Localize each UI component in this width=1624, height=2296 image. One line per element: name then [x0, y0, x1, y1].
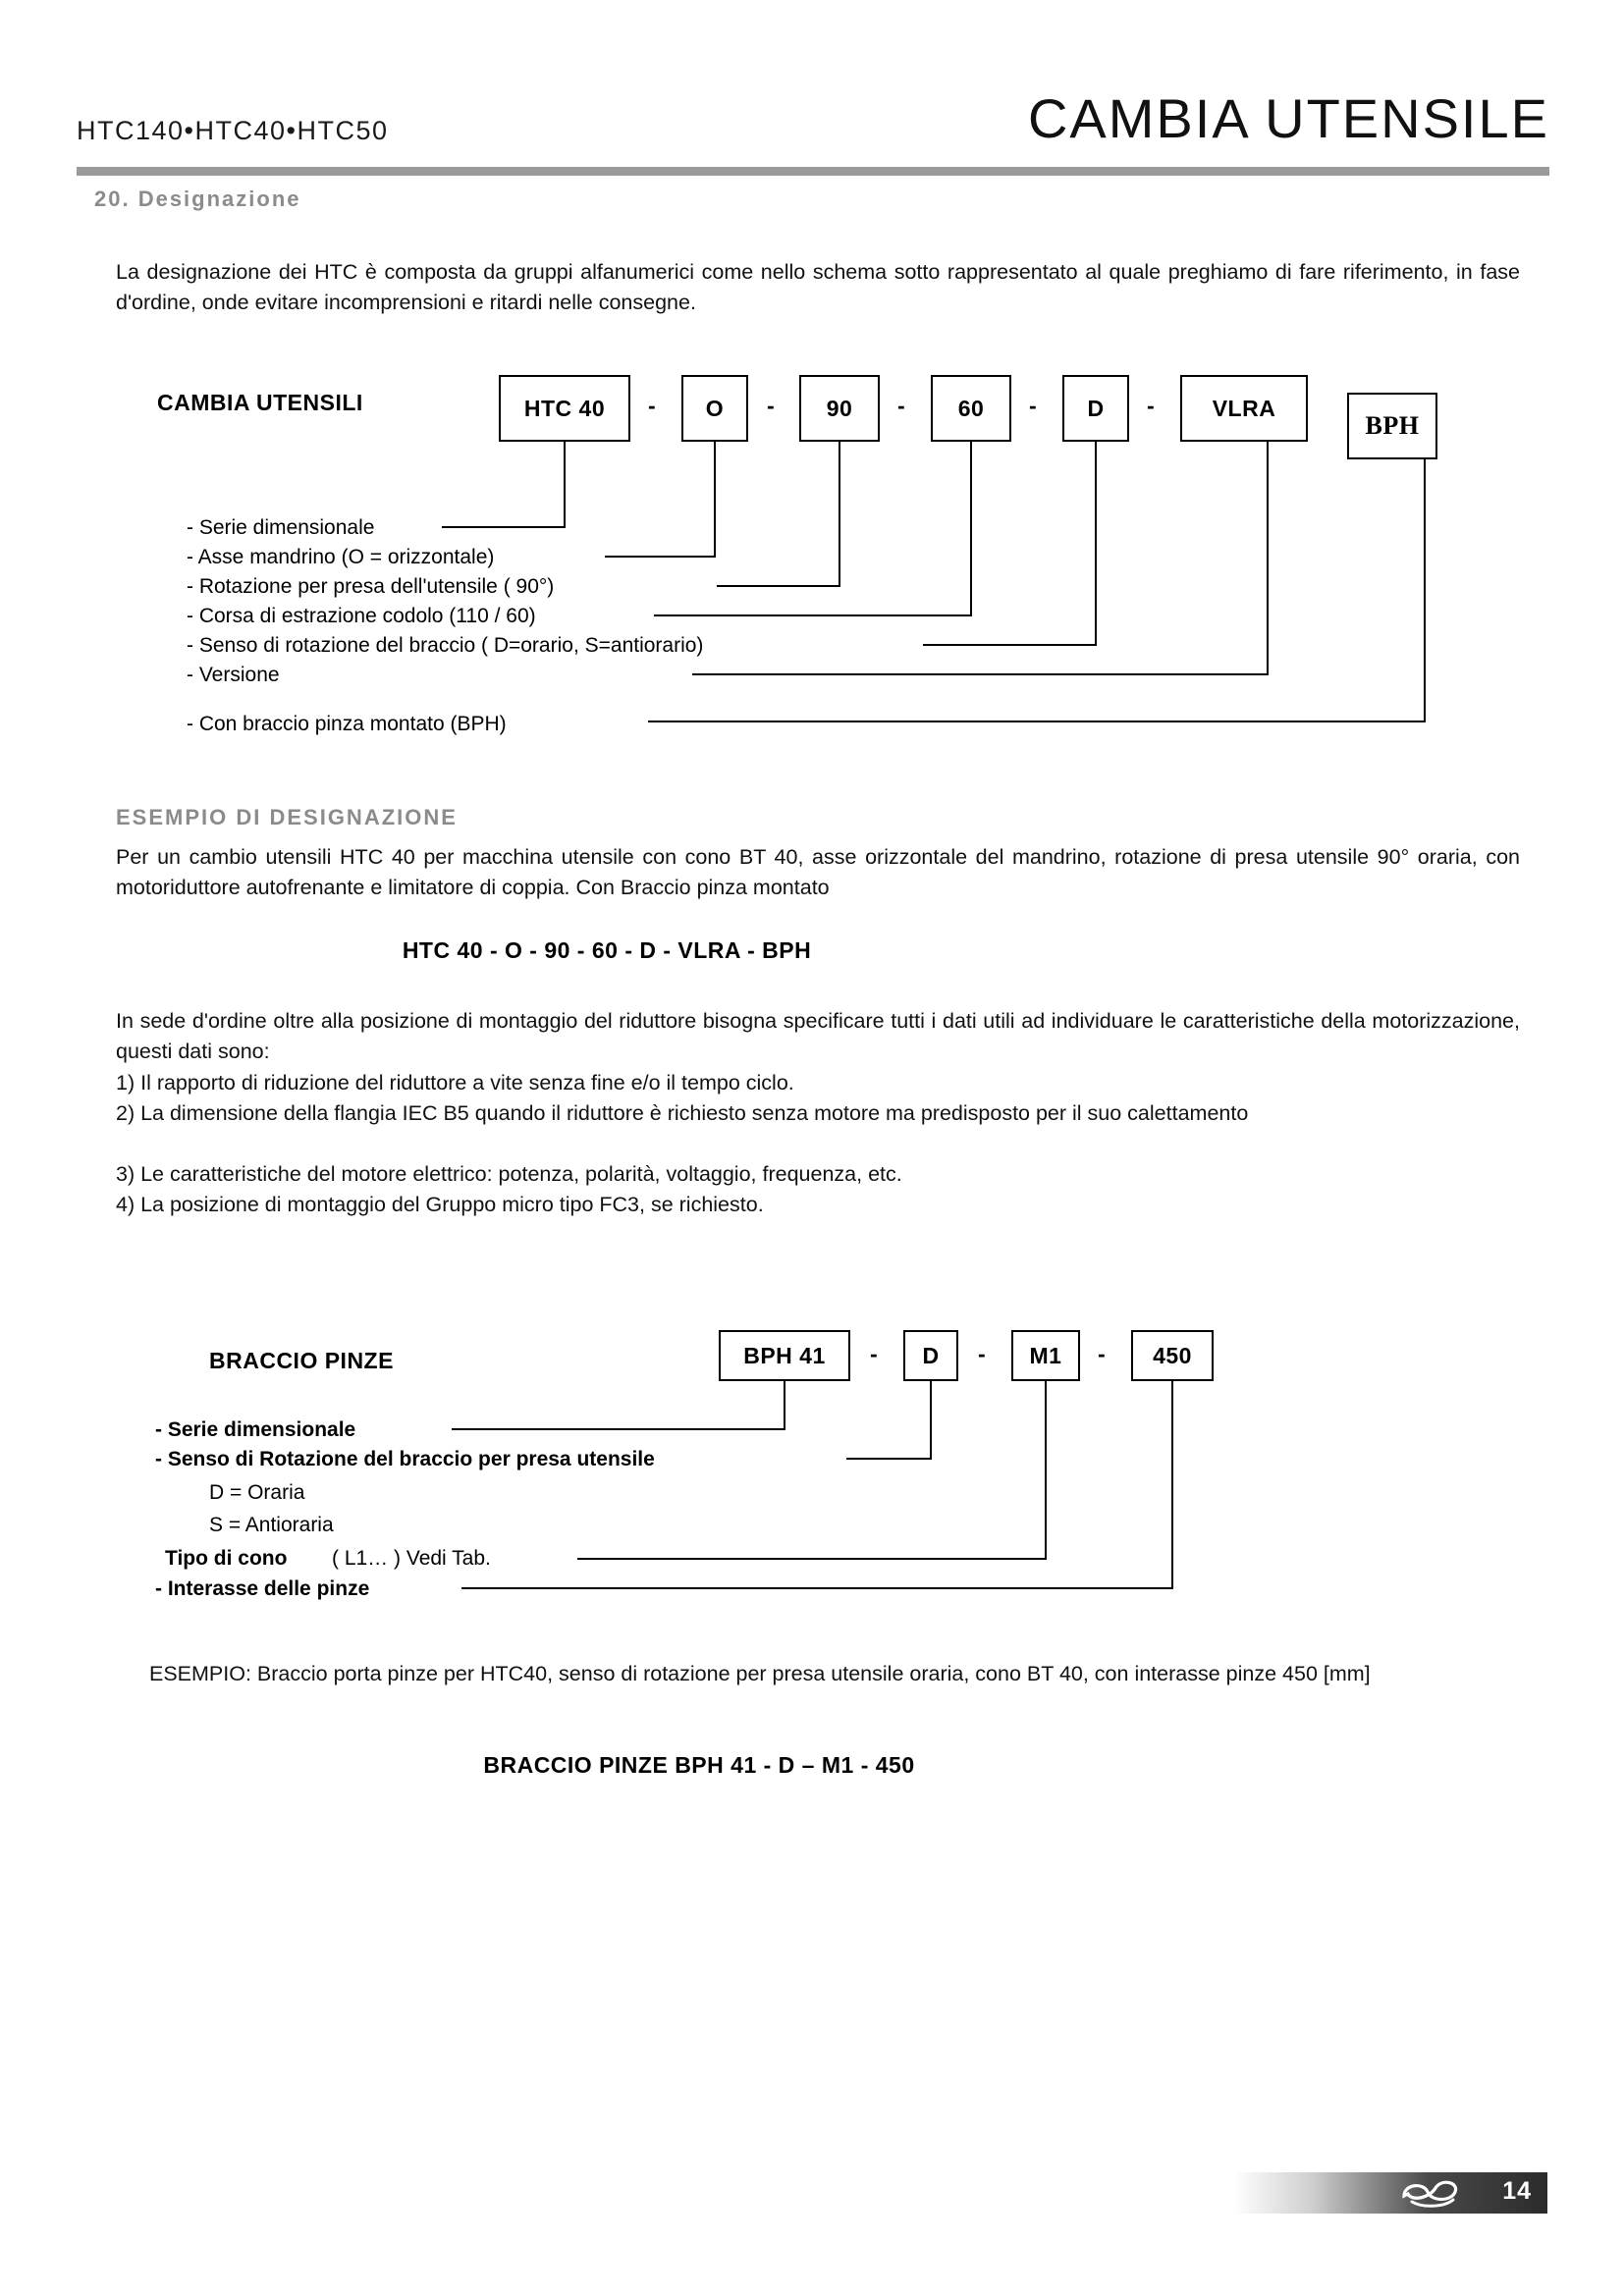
order-item-4: 4) La posizione di montaggio del Gruppo micro tipo FC3, se richiesto. — [116, 1193, 764, 1216]
diagram1-dash-2: - — [767, 393, 775, 418]
diagram1-legend-6: - Versione — [187, 664, 280, 686]
diagram2-legend-5: Tipo di cono — [165, 1547, 288, 1570]
diagram2-leader-v-4 — [1171, 1381, 1173, 1589]
diagram2-legend-6: - Interasse delle pinze — [155, 1577, 370, 1600]
diagram2-legend-1: - Serie dimensionale — [155, 1418, 356, 1441]
diagram1-leader-h-7 — [648, 721, 1426, 722]
diagram2-dash-2: - — [978, 1341, 986, 1366]
diagram1-leader-h-5 — [923, 644, 1097, 646]
diagram2-leader-h-3 — [577, 1558, 1047, 1560]
diagram2-leader-v-3 — [1045, 1381, 1047, 1560]
diagram1-legend-7: - Con braccio pinza montato (BPH) — [187, 713, 507, 735]
diagram2-example-code: BRACCIO PINZE BPH 41 - D – M1 - 450 — [483, 1752, 915, 1778]
diagram1-dash-4: - — [1029, 393, 1037, 418]
diagram2-legend-2: - Senso di Rotazione del braccio per presa utensile — [155, 1448, 655, 1470]
header-divider — [77, 167, 1549, 176]
diagram1-leader-h-1 — [442, 526, 566, 528]
company-logo-icon — [1398, 2176, 1467, 2210]
diagram1-dash-1: - — [648, 393, 656, 418]
footer-bar — [1233, 2172, 1547, 2214]
diagram1-dash-3: - — [897, 393, 905, 418]
header-title: CAMBIA UTENSILE — [1027, 87, 1549, 149]
order-item-2: 2) La dimensione della flangia IEC B5 quando il riduttore è richiesto senza motore ma predisposto per il suo calettamento — [116, 1101, 1249, 1125]
diagram1-code-box-7: BPH — [1347, 393, 1437, 459]
diagram2-leader-v-1 — [784, 1381, 785, 1430]
diagram2-title: BRACCIO PINZE — [209, 1348, 394, 1373]
diagram2-legend-4: S = Antioraria — [209, 1514, 334, 1536]
diagram1-leader-v-5 — [1095, 442, 1097, 646]
diagram1-leader-v-6 — [1267, 442, 1269, 675]
header-model-list: HTC140•HTC40•HTC50 — [77, 116, 389, 145]
diagram1-code-box-3: 90 — [799, 375, 880, 442]
diagram1-leader-v-2 — [714, 442, 716, 558]
page-number: 14 — [1502, 2177, 1532, 2205]
diagram2-leader-v-2 — [930, 1381, 932, 1460]
example-title: ESEMPIO DI DESIGNAZIONE — [116, 805, 458, 829]
diagram1-code-box-1: HTC 40 — [499, 375, 630, 442]
diagram2-legend-3: D = Oraria — [209, 1481, 305, 1504]
diagram1-leader-h-2 — [605, 556, 716, 558]
diagram2-code-box-3: M1 — [1011, 1330, 1080, 1381]
diagram1-leader-v-7 — [1424, 459, 1426, 722]
page-header — [77, 87, 1549, 163]
order-intro-paragraph: In sede d'ordine oltre alla posizione di montaggio del riduttore bisogna specificare tutti i dati utili ad individuare le caratteristiche della motorizzazione, questi dati sono: — [116, 1009, 1520, 1063]
diagram1-legend-3: - Rotazione per presa dell'utensile ( 90°) — [187, 575, 555, 598]
diagram2-leader-h-4 — [461, 1587, 1173, 1589]
diagram2-leader-h-1 — [452, 1428, 785, 1430]
diagram1-legend-1: - Serie dimensionale — [187, 516, 375, 539]
diagram2-legend-5-note: ( L1… ) Vedi Tab. — [332, 1547, 491, 1570]
diagram1-leader-h-6 — [692, 673, 1269, 675]
diagram2-example-paragraph: ESEMPIO: Braccio porta pinze per HTC40, senso di rotazione per presa utensile oraria, cono BT 40, con interasse pinze 450 [mm] — [149, 1662, 1371, 1685]
diagram2-code-box-2: D — [903, 1330, 958, 1381]
diagram2-code-box-1: BPH 41 — [719, 1330, 850, 1381]
diagram1-legend-4: - Corsa di estrazione codolo (110 / 60) — [187, 605, 536, 627]
diagram1-leader-h-4 — [654, 614, 972, 616]
diagram1-leader-v-4 — [970, 442, 972, 616]
diagram2-leader-h-2 — [846, 1458, 932, 1460]
diagram1-legend-2: - Asse mandrino (O = orizzontale) — [187, 546, 495, 568]
diagram1-code-box-4: 60 — [931, 375, 1011, 442]
diagram1-leader-v-3 — [839, 442, 840, 587]
diagram1-dash-5: - — [1147, 393, 1155, 418]
order-item-1: 1) Il rapporto di riduzione del riduttore a vite senza fine e/o il tempo ciclo. — [116, 1071, 794, 1095]
order-item-3: 3) Le caratteristiche del motore elettrico: potenza, polarità, voltaggio, frequenza, etc. — [116, 1162, 902, 1186]
diagram2-code-box-4: 450 — [1131, 1330, 1214, 1381]
example-paragraph: Per un cambio utensili HTC 40 per macchina utensile con cono BT 40, asse orizzontale del mandrino, rotazione di presa utensile 90° oraria, con motoriduttore autofrenante e limitatore di coppia. Con Braccio pinza montato — [116, 845, 1520, 899]
diagram1-legend-5: - Senso di rotazione del braccio ( D=orario, S=antiorario) — [187, 634, 704, 657]
diagram1-title: CAMBIA UTENSILI — [157, 390, 363, 415]
diagram1-code-box-2: O — [681, 375, 748, 442]
diagram2-dash-1: - — [870, 1341, 878, 1366]
diagram2-dash-3: - — [1098, 1341, 1106, 1366]
example-code: HTC 40 - O - 90 - 60 - D - VLRA - BPH — [402, 937, 812, 963]
diagram1-code-box-5: D — [1062, 375, 1129, 442]
diagram1-leader-v-1 — [564, 442, 566, 528]
section-title: 20. Designazione — [94, 187, 301, 211]
intro-paragraph: La designazione dei HTC è composta da gruppi alfanumerici come nello schema sotto rappresentato al quale preghiamo di fare riferimento, in fase d'ordine, onde evitare incomprensioni e ritardi nelle consegne. — [116, 260, 1520, 314]
diagram1-code-box-6: VLRA — [1180, 375, 1308, 442]
diagram1-leader-h-3 — [717, 585, 840, 587]
